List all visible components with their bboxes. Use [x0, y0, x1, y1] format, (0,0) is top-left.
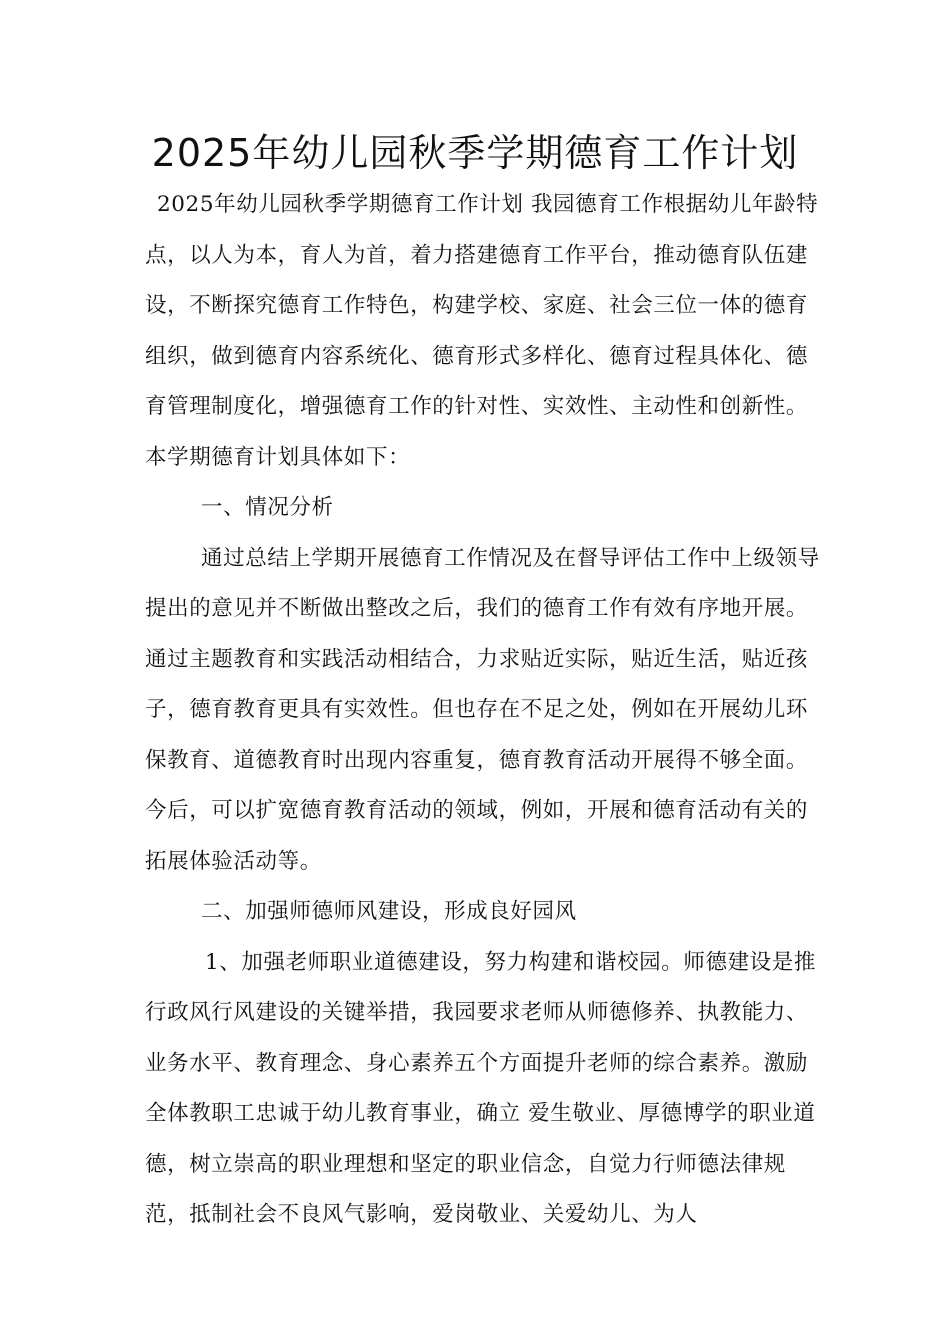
situation-analysis-paragraph: 通过总结上学期开展德育工作情况及在督导评估工作中上级领导提出的意见并不断做出整改之后，我们的德育工作有效有序地开展。通过主题教育和实践活动相结合，力求贴近实际，贴近生活，贴近孩子，德育教育更具有实效性。但也存在不足之处，例如在开展幼儿环保教育、道德教育时出现内容重复，德育教育活动开展得不够全面。今后，可以扩宽德育教育活动的领域，例如，开展和德育活动有关的拓展体验活动等。	[145, 545, 820, 874]
section-heading-2: 二、加强师德师风建设，形成良好园风	[201, 899, 577, 924]
intro-paragraph: 2025年幼儿园秋季学期德育工作计划 我园德育工作根据幼儿年龄特点，以人为本，育人为首，着力搭建德育工作平台，推动德育队伍建设，不断探究德育工作特色，构建学校、家庭、社会三位一体的德育组织，做到德育内容系统化、德育形式多样化、德育过程具体化、德育管理制度化，增强德育工作的针对性、实效性、主动性和创新性。本学期德育计划具体如下：	[145, 192, 819, 470]
section-heading-1: 一、情况分析	[201, 495, 334, 520]
document-body	[145, 180, 825, 1241]
teacher-ethics-paragraph: 1、加强老师职业道德建设，努力构建和谐校园。师德建设是推行政风行风建设的关键举措，我园要求老师从师德修养、执教能力、业务水平、教育理念、身心素养五个方面提升老师的综合素养。激励全体教职工忠诚于幼儿教育事业，确立 爱生敬业、厚德博学的职业道德，树立崇高的职业理想和坚定的职业信念，自觉力行师德法律规范，抵制社会不良风气影响，爱岗敬业、关爱幼儿、为人	[145, 949, 816, 1227]
document-title: 2025年幼儿园秋季学期德育工作计划	[151, 131, 799, 175]
